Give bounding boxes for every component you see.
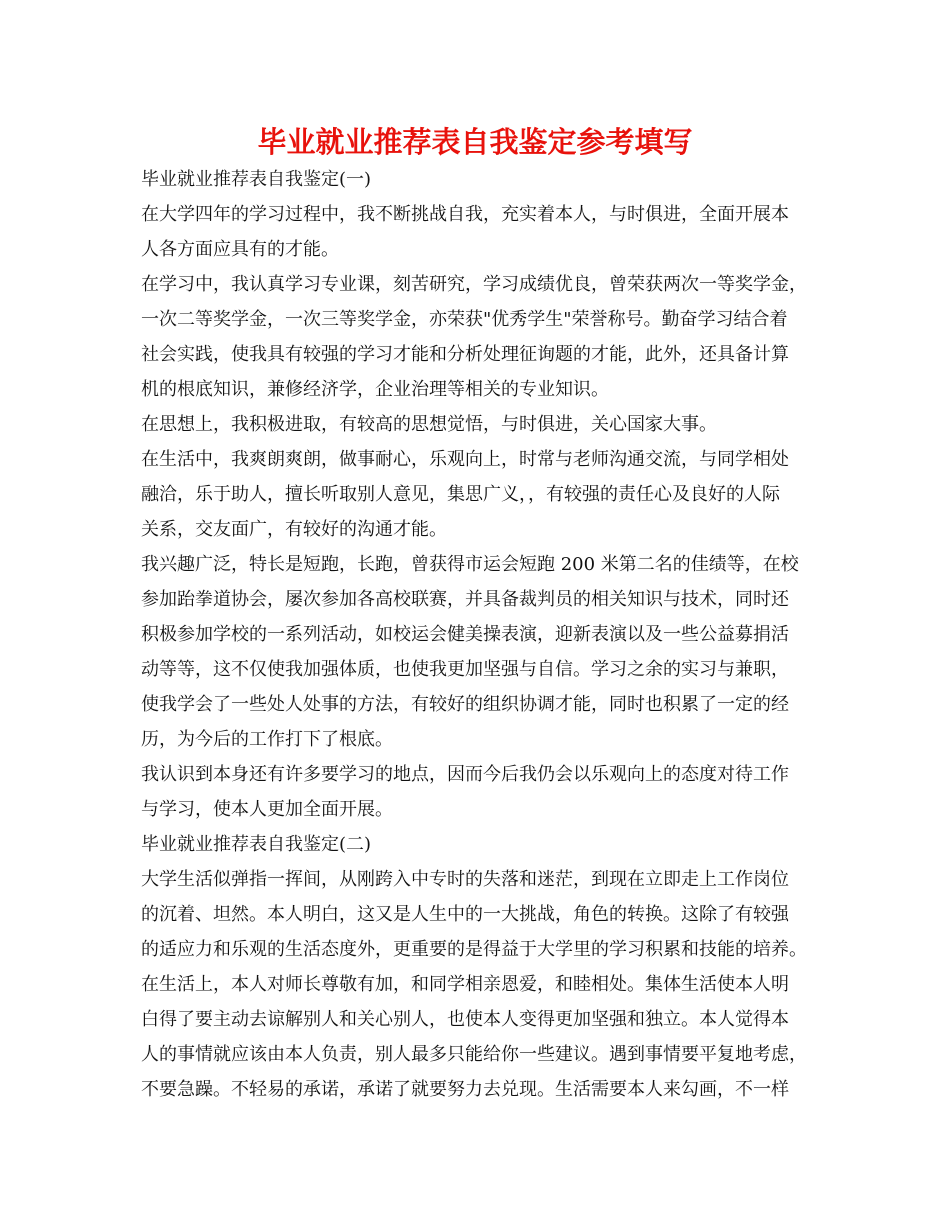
paragraph-line: 关系，交友面广，有较好的沟通才能。	[141, 519, 447, 540]
paragraph-line: 的适应力和乐观的生活态度外，更重要的是得益于大学里的学习积累和技能的培养。	[141, 939, 807, 960]
paragraph-line: 的沉着、坦然。本人明白，这又是人生中的一大挑战，角色的转换。这除了有较强	[141, 904, 789, 925]
paragraph-line: 人各方面应具有的才能。	[141, 239, 339, 260]
paragraph-line: 使我学会了一些处人处事的方法，有较好的组织协调才能，同时也积累了一定的经	[141, 694, 789, 715]
paragraph-line: 机的根底知识，兼修经济学，企业治理等相关的专业知识。	[141, 379, 609, 400]
paragraph-line: 在大学四年的学习过程中，我不断挑战自我，充实着本人，与时俱进，全面开展本	[141, 204, 789, 225]
paragraph-line: 与学习，使本人更加全面开展。	[141, 799, 393, 820]
paragraph-line: 历，为今后的工作打下了根底。	[141, 729, 393, 750]
document-body	[141, 162, 826, 1107]
paragraph-line: 不要急躁。不轻易的承诺，承诺了就要努力去兑现。生活需要本人来勾画，不一样	[141, 1079, 789, 1100]
paragraph-line: 人的事情就应该由本人负责，别人最多只能给你一些建议。遇到事情要平复地考虑，	[141, 1044, 807, 1065]
paragraph-line: 白得了要主动去谅解别人和关心别人，也使本人变得更加坚强和独立。本人觉得本	[141, 1009, 789, 1030]
section-heading-2: 毕业就业推荐表自我鉴定(二)	[141, 834, 372, 855]
paragraph-line: 在思想上，我积极进取，有较高的思想觉悟，与时俱进，关心国家大事。	[141, 414, 717, 435]
paragraph-line: 我兴趣广泛，特长是短跑，长跑，曾获得市运会短跑 200 米第二名的佳绩等，在校	[141, 554, 799, 575]
paragraph-line: 大学生活似弹指一挥间，从刚跨入中专时的失落和迷茫，到现在立即走上工作岗位	[141, 869, 789, 890]
paragraph-line: 在生活上，本人对师长尊敬有加，和同学相亲恩爱，和睦相处。集体生活使本人明	[141, 974, 789, 995]
paragraph-line: 参加跆拳道协会，屡次参加各高校联赛，并具备裁判员的相关知识与技术，同时还	[141, 589, 789, 610]
paragraph-line: 在生活中，我爽朗爽朗，做事耐心，乐观向上，时常与老师沟通交流，与同学相处	[141, 449, 789, 470]
paragraph-line: 社会实践，使我具有较强的学习才能和分析处理征询题的才能，此外，还具备计算	[141, 344, 789, 365]
paragraph-line: 一次二等奖学金，一次三等奖学金，亦荣获"优秀学生"荣誉称号。勤奋学习结合着	[141, 309, 788, 330]
paragraph-line: 我认识到本身还有许多要学习的地点，因而今后我仍会以乐观向上的态度对待工作	[141, 764, 789, 785]
paragraph-line: 融洽，乐于助人，擅长听取别人意见，集思广义，，有较强的责任心及良好的人际	[141, 484, 780, 505]
paragraph-line: 动等等，这不仅使我加强体质，也使我更加坚强与自信。学习之余的实习与兼职，	[141, 659, 789, 680]
paragraph-line: 在学习中，我认真学习专业课，刻苦研究，学习成绩优良，曾荣获两次一等奖学金，	[141, 274, 807, 295]
section-heading-1: 毕业就业推荐表自我鉴定(一)	[141, 169, 372, 190]
paragraph-line: 积极参加学校的一系列活动，如校运会健美操表演，迎新表演以及一些公益募捐活	[141, 624, 789, 645]
document-title: 毕业就业推荐表自我鉴定参考填写	[257, 125, 693, 159]
